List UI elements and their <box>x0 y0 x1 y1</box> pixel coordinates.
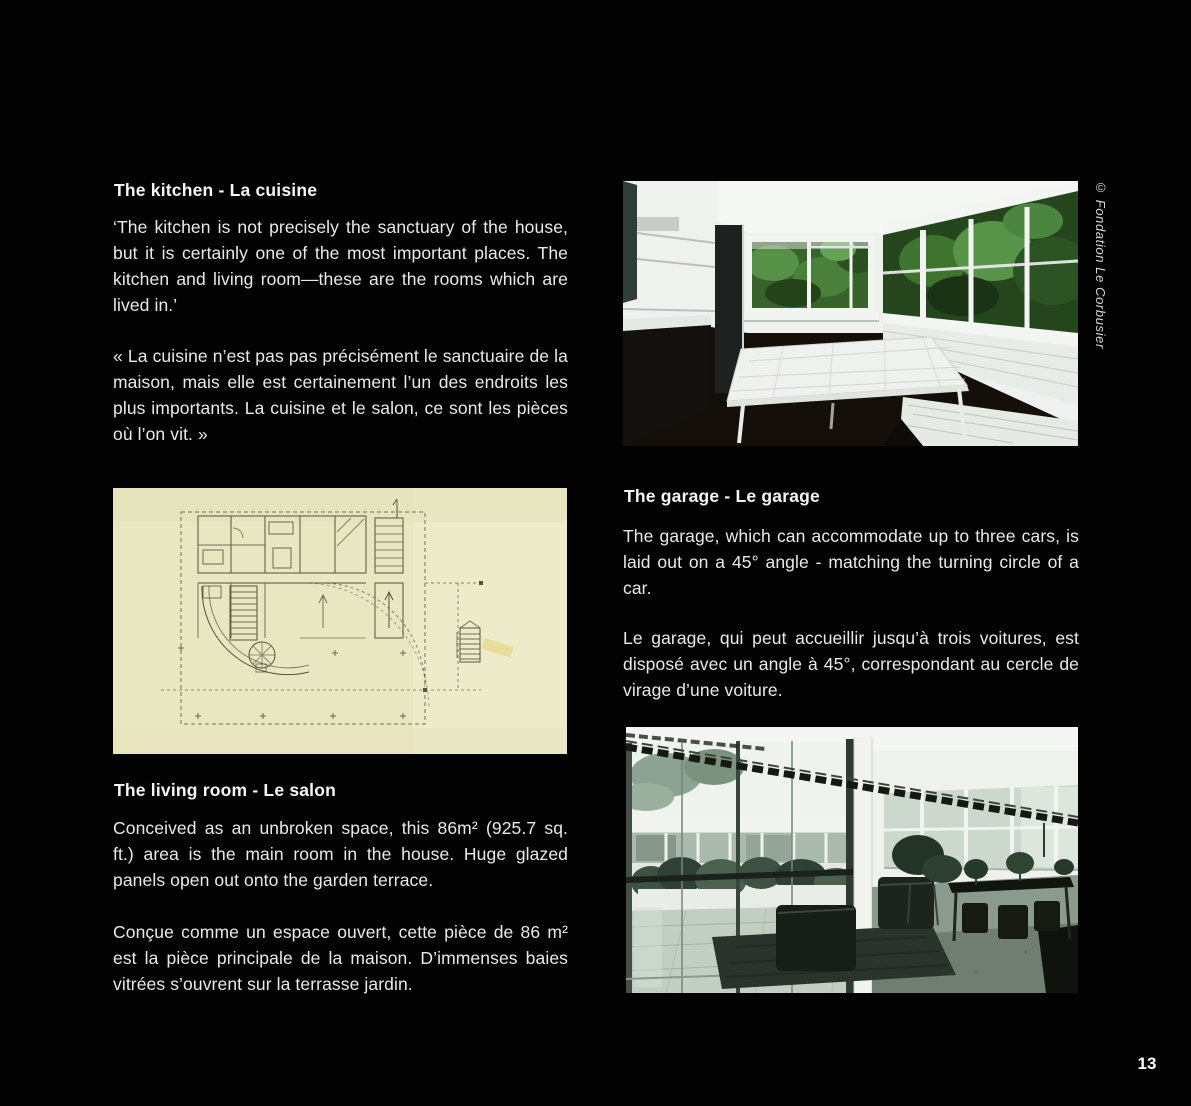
page-number: 13 <box>1137 1054 1157 1073</box>
kitchen-photo <box>623 181 1078 446</box>
garage-heading: The garage - Le garage <box>624 486 820 506</box>
living-room-heading: The living room - Le salon <box>114 780 337 800</box>
living-room-photo <box>626 727 1078 993</box>
living-room-photo-art <box>626 727 1078 993</box>
kitchen-heading: The kitchen - La cuisine <box>114 180 318 200</box>
kitchen-quote-french: « La cuisine n’est pas pas précisément le sanctuaire de la maison, mais elle est certainement l’un des endroits les plus importants. La cuisine et le salon, ce sont les pièces où l’on vit. » <box>113 346 568 444</box>
living-room-text-english: Conceived as an unbroken space, this 86m² (925.7 sq. ft.) area is the main room in the house. Huge glazed panels open out onto the garden terrace. <box>113 818 568 890</box>
floor-plan-figure <box>113 488 567 754</box>
living-room-text-french: Conçue comme un espace ouvert, cette pièce de 86 m² est la pièce principale de la maison. D’immenses baies vitrées s’ouvrent sur la terrasse jardin. <box>113 922 568 994</box>
floor-plan-drawing <box>113 488 567 754</box>
back-window <box>741 237 880 321</box>
garage-text-french: Le garage, qui peut accueillir jusqu’à trois voitures, est disposé avec un angle à 45°, correspondant au cercle de virage d’une voiture. <box>623 628 1079 700</box>
garage-text-english: The garage, which can accommodate up to three cars, is laid out on a 45° angle - matching the turning circle of a car. <box>623 526 1079 598</box>
photo-credit: © Fondation Le Corbusier <box>1093 180 1108 349</box>
kitchen-quote-english: ‘The kitchen is not precisely the sanctuary of the house, but it is certainly one of the most important places. The kitchen and living room—these are the rooms which are lived in.’ <box>113 217 568 315</box>
kitchen-photo-art <box>623 181 1078 446</box>
